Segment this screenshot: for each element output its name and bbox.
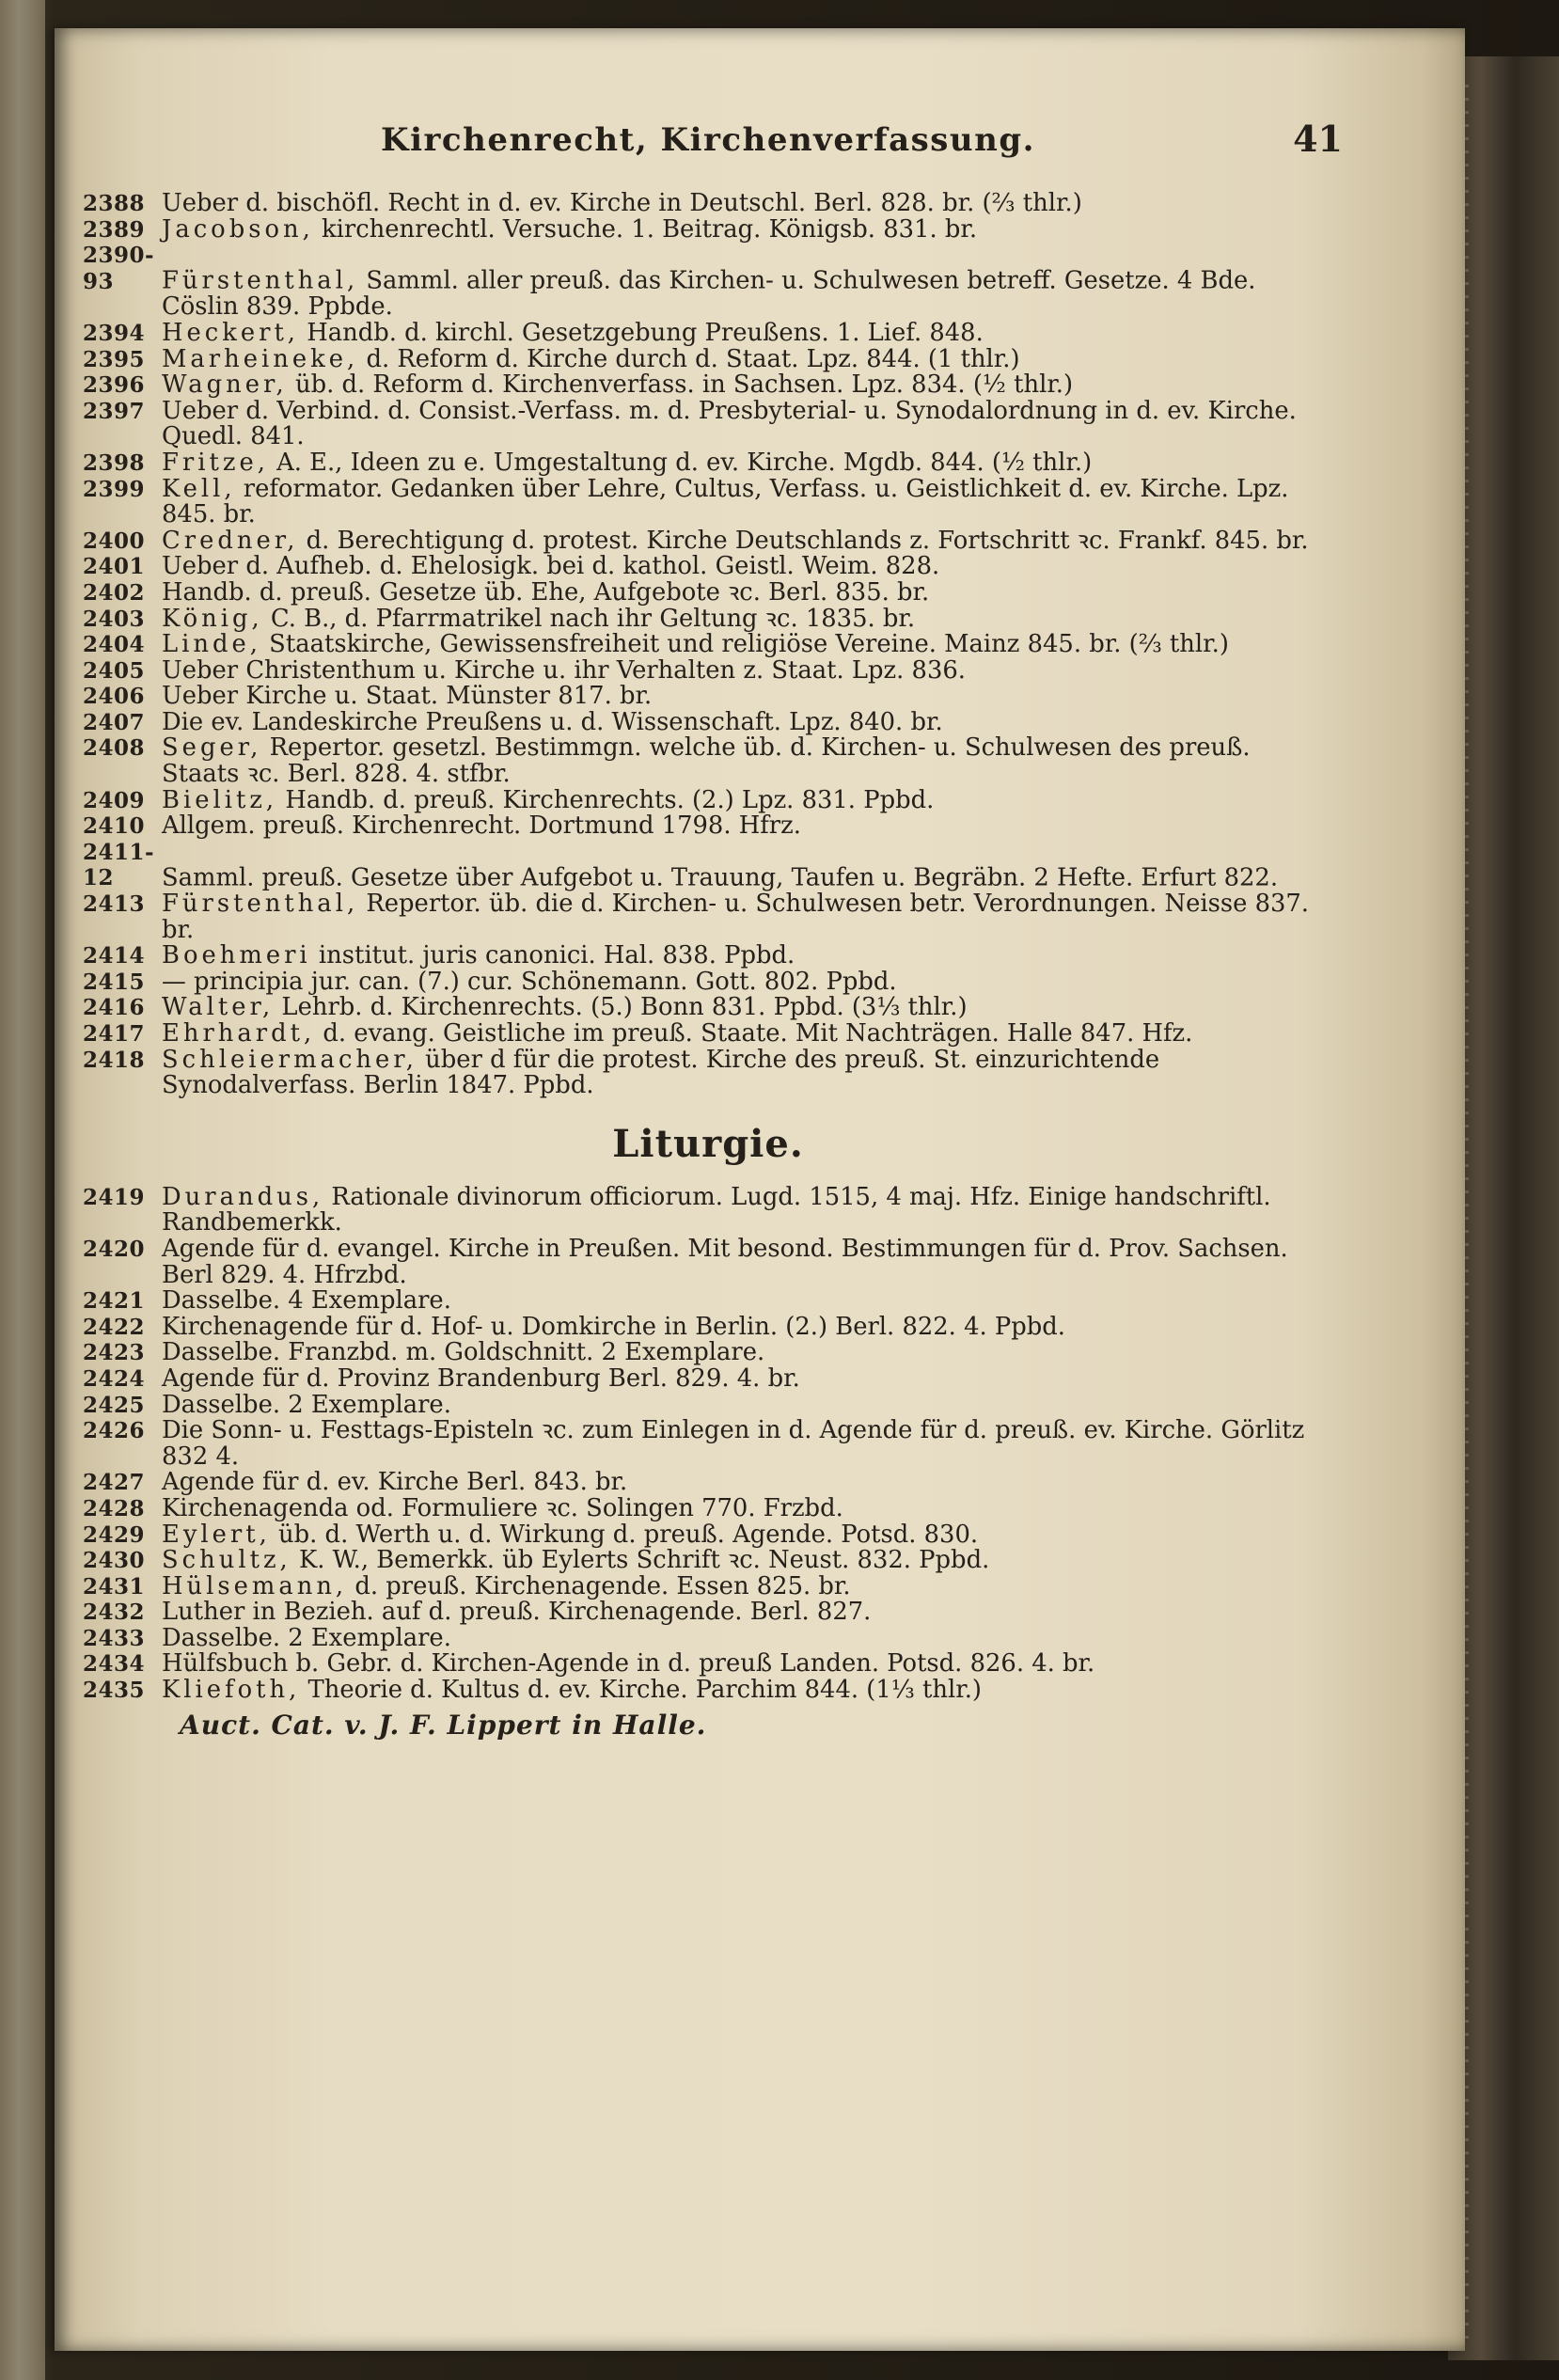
catalog-entry bbox=[83, 214, 1333, 244]
entry-text: Die Sonn- u. Festtags-Episteln ꝛc. zum Einlegen in d. Agende für d. preuß. ev. Kirche. Görlitz 832 4. bbox=[162, 1416, 1305, 1471]
catalog-entry bbox=[83, 1312, 1333, 1341]
entry-author: Kliefoth, bbox=[162, 1676, 301, 1705]
entry-number: 2408 bbox=[83, 735, 146, 762]
entry-number: 2400 bbox=[83, 528, 146, 554]
entry-number: 2433 bbox=[83, 1625, 146, 1651]
entry-text: Allgem. preuß. Kirchenrecht. Dortmund 1798. Hfrz. bbox=[162, 812, 801, 841]
catalogue-signature: Auct. Cat. v. J. F. Lippert in Halle. bbox=[180, 1709, 707, 1741]
entry-number: 2406 bbox=[83, 684, 146, 710]
entry-text: Theorie d. Kultus d. ev. Kirche. Parchim 844. (1⅓ thlr.) bbox=[300, 1676, 982, 1705]
catalog-entry bbox=[83, 655, 1333, 685]
entry-number: 2411-12 bbox=[83, 839, 155, 891]
entry-number: 2422 bbox=[83, 1314, 146, 1340]
entry-text: d. Berechtigung d. protest. Kirche Deutschlands z. Fortschritt ꝛc. Frankf. 845. br. bbox=[298, 526, 1309, 555]
entry-number: 2425 bbox=[83, 1392, 146, 1418]
entry-text: — principia jur. can. (7.) cur. Schönemann. Gott. 802. Ppbd. bbox=[162, 967, 897, 996]
entry-author: Schultz, bbox=[162, 1546, 291, 1575]
entry-text: Kirchenagenda od. Formuliere ꝛc. Solingen 770. Frzbd. bbox=[162, 1493, 843, 1522]
catalog-entry bbox=[83, 995, 1333, 1021]
previous-page-edge bbox=[0, 0, 45, 2380]
catalog-entry bbox=[83, 1623, 1333, 1652]
entry-author: Marheineke, bbox=[162, 344, 359, 373]
entry-number: 2435 bbox=[83, 1678, 146, 1704]
entry-author: Fürstenthal, bbox=[162, 266, 359, 295]
catalog-entry bbox=[83, 1470, 1333, 1496]
entry-number: 2407 bbox=[83, 709, 146, 735]
entry-number: 2410 bbox=[83, 813, 146, 840]
entry-author: Credner, bbox=[162, 526, 299, 555]
entry-text: Handb. d. preuß. Kirchenrechts. (2.) Lpz. 831. Ppbd. bbox=[277, 785, 935, 814]
entry-number: 2418 bbox=[83, 1047, 146, 1073]
page-text bbox=[83, 118, 1343, 1741]
catalog-entry bbox=[83, 1363, 1333, 1393]
entry-text: Dasselbe. 4 Exemplare. bbox=[162, 1286, 451, 1316]
entry-text: d. preuß. Kirchenagende. Essen 825. br. bbox=[347, 1571, 851, 1600]
entry-number: 2395 bbox=[83, 346, 146, 372]
catalog-entry bbox=[83, 1678, 1333, 1704]
catalog-entry bbox=[83, 943, 1333, 969]
catalog-entries-liturgie bbox=[83, 1182, 1333, 1705]
entry-text: Samml. aller preuß. das Kirchen- u. Schulwesen betreff. Gesetze. 4 Bde. Cöslin 839. Ppbde. bbox=[162, 266, 1256, 322]
catalog-entry bbox=[83, 735, 1333, 787]
entry-number: 2426 bbox=[83, 1418, 146, 1444]
entry-number: 2389 bbox=[83, 216, 146, 243]
catalog-entry bbox=[83, 1021, 1333, 1048]
catalog-entry bbox=[83, 707, 1333, 736]
catalog-entry bbox=[83, 318, 1333, 347]
catalog-entry bbox=[83, 1493, 1333, 1522]
entry-number: 2399 bbox=[83, 476, 146, 502]
entry-number: 2405 bbox=[83, 657, 146, 684]
entry-number: 2419 bbox=[83, 1184, 146, 1210]
entry-text: Lehrb. d. Kirchenrechts. (5.) Bonn 831. Ppbd. (3⅓ thlr.) bbox=[274, 993, 968, 1022]
entry-number: 2424 bbox=[83, 1365, 146, 1392]
entry-text: üb. d. Werth u. d. Wirkung d. preuß. Agende. Potsd. 830. bbox=[270, 1520, 979, 1549]
entry-text: Kirchenagende für d. Hof- u. Domkirche in Berlin. (2.) Berl. 822. 4. Ppbd. bbox=[162, 1312, 1065, 1341]
entry-text: Repertor. gesetzl. Bestimmgn. welche üb. d. Kirchen- u. Schulwesen des preuß. Staats ꝛc. Berl. 828. 4. stfbr. bbox=[162, 733, 1251, 789]
entry-number: 2427 bbox=[83, 1470, 146, 1496]
catalog-entry bbox=[83, 840, 1333, 891]
entry-text: Ueber Christenthum u. Kirche u. ihr Verhalten z. Staat. Lpz. 836. bbox=[162, 655, 966, 685]
catalog-entry bbox=[83, 1182, 1333, 1237]
catalog-entry bbox=[83, 1390, 1333, 1419]
entry-number: 2402 bbox=[83, 579, 146, 606]
entry-number: 2434 bbox=[83, 1651, 146, 1678]
entry-author: Linde, bbox=[162, 630, 261, 659]
entry-text: üb. d. Reform d. Kirchenverfass. in Sachsen. Lpz. 834. (½ thlr.) bbox=[287, 370, 1074, 400]
catalog-entry bbox=[83, 632, 1333, 658]
entry-text: Handb. d. kirchl. Gesetzgebung Preußens. 1. Lief. 848. bbox=[299, 318, 984, 347]
entry-number: 2390-93 bbox=[83, 243, 155, 294]
entry-text: Agende für d. ev. Kirche Berl. 843. br. bbox=[162, 1468, 628, 1497]
catalog-entry bbox=[83, 1340, 1333, 1366]
section-heading: Liturgie. bbox=[612, 1121, 804, 1166]
entry-text: Dasselbe. 2 Exemplare. bbox=[162, 1390, 451, 1419]
entry-text: C. B., d. Pfarrmatrikel nach ihr Geltung ꝛc. 1835. br. bbox=[262, 604, 916, 633]
entry-number: 2429 bbox=[83, 1521, 146, 1548]
catalog-entry bbox=[83, 1522, 1333, 1549]
entry-text: Dasselbe. Franzbd. m. Goldschnitt. 2 Exemplare. bbox=[162, 1338, 765, 1367]
entry-author: Walter, bbox=[162, 993, 275, 1022]
entry-text: Ueber d. Verbind. d. Consist.-Verfass. m. d. Presbyterial- u. Synodalordnung in d. ev. Kirche. Quedl. 841. bbox=[162, 396, 1297, 451]
entry-text: Dasselbe. 2 Exemplare. bbox=[162, 1623, 451, 1652]
entry-author: Schleiermacher, bbox=[162, 1045, 417, 1074]
catalog-entry bbox=[83, 1418, 1333, 1470]
entry-author: Heckert, bbox=[162, 318, 300, 347]
entry-author: Jacobson, bbox=[162, 214, 314, 244]
entry-number: 2413 bbox=[83, 891, 146, 918]
entry-author: Eylert, bbox=[162, 1520, 271, 1549]
catalog-entry bbox=[83, 344, 1333, 373]
entry-author: Kell, bbox=[162, 474, 236, 503]
catalog-entry bbox=[83, 474, 1333, 529]
entry-author: Fürstenthal, bbox=[162, 890, 359, 919]
entry-number: 2409 bbox=[83, 787, 146, 813]
catalog-entry bbox=[83, 1600, 1333, 1626]
catalog-entry bbox=[83, 1234, 1333, 1289]
entry-number: 2415 bbox=[83, 969, 146, 995]
entry-author: Ehrhardt, bbox=[162, 1019, 316, 1048]
entry-text: reformator. Gedanken über Lehre, Cultus, Verfass. u. Geistlichkeit d. ev. Kirche. Lpz. 845. br. bbox=[162, 474, 1289, 529]
catalog-entry bbox=[83, 450, 1333, 477]
entry-text: Luther in Bezieh. auf d. preuß. Kirchenagende. Berl. 827. bbox=[162, 1598, 872, 1627]
entry-text: Ueber d. Aufheb. d. Ehelosigk. bei d. kathol. Geistl. Weim. 828. bbox=[162, 552, 940, 581]
entry-text: Staatskirche, Gewissensfreiheit und religiöse Vereine. Mainz 845. br. (⅔ thlr.) bbox=[260, 630, 1229, 659]
entry-number: 2423 bbox=[83, 1340, 146, 1366]
entry-text: Samml. preuß. Gesetze über Aufgebot u. Trauung, Taufen u. Begräbn. 2 Hefte. Erfurt 822. bbox=[162, 863, 1279, 892]
catalog-entry bbox=[83, 891, 1333, 943]
catalog-entries-kirchenrecht bbox=[83, 191, 1333, 1099]
catalog-entry bbox=[83, 604, 1333, 633]
entry-author: Seger, bbox=[162, 733, 262, 763]
entry-number: 2428 bbox=[83, 1495, 146, 1521]
entry-text: institut. juris canonici. Hal. 838. Ppbd. bbox=[310, 941, 795, 970]
entry-number: 2432 bbox=[83, 1600, 146, 1626]
catalog-entry bbox=[83, 396, 1333, 451]
entry-text: Ueber Kirche u. Staat. Münster 817. br. bbox=[162, 682, 653, 711]
catalog-entry bbox=[83, 1571, 1333, 1600]
entry-text: K. W., Bemerkk. üb Eylerts Schrift ꝛc. Neust. 832. Ppbd. bbox=[291, 1546, 990, 1575]
catalog-entry bbox=[83, 191, 1333, 217]
entry-author: Wagner, bbox=[162, 370, 288, 400]
entry-text: A. E., Ideen zu e. Umgestaltung d. ev. Kirche. Mgdb. 844. (½ thlr.) bbox=[268, 448, 1093, 477]
catalog-entry bbox=[83, 684, 1333, 710]
entry-number: 2401 bbox=[83, 554, 146, 580]
entry-author: König, bbox=[162, 604, 263, 633]
entry-author: Hülsemann, bbox=[162, 1571, 348, 1600]
entry-number: 2396 bbox=[83, 372, 146, 399]
entry-number: 2421 bbox=[83, 1288, 146, 1315]
entry-text: Agende für d. evangel. Kirche in Preußen. Mit besond. Bestimmungen für d. Prov. Sachsen. Berl 829. 4. Hfrzbd. bbox=[162, 1234, 1288, 1289]
entry-author: Fritze, bbox=[162, 448, 269, 477]
entry-text: Rationale divinorum officiorum. Lugd. 1515, 4 maj. Hfz. Einige handschriftl. Randbemerkk. bbox=[162, 1182, 1271, 1237]
entry-text: d. evang. Geistliche im preuß. Staate. Mit Nachträgen. Halle 847. Hfz. bbox=[315, 1019, 1193, 1048]
entry-number: 2397 bbox=[83, 398, 146, 424]
entry-number: 2414 bbox=[83, 943, 146, 969]
entry-author: Durandus, bbox=[162, 1182, 324, 1211]
catalog-entry bbox=[83, 528, 1333, 555]
catalog-entry bbox=[83, 813, 1333, 840]
entry-number: 2430 bbox=[83, 1548, 146, 1574]
catalog-entry bbox=[83, 372, 1333, 399]
running-head bbox=[83, 118, 1343, 174]
entry-text: d. Reform d. Kirche durch d. Staat. Lpz. 844. (1 thlr.) bbox=[358, 344, 1020, 373]
entry-number: 2420 bbox=[83, 1236, 146, 1262]
entry-text: kirchenrechtl. Versuche. 1. Beitrag. Königsb. 831. br. bbox=[313, 214, 978, 244]
catalog-entry bbox=[83, 577, 1333, 607]
entry-number: 2398 bbox=[83, 449, 146, 476]
catalog-entry bbox=[83, 554, 1333, 580]
entry-text: Hülfsbuch b. Gebr. d. Kirchen-Agende in d. preuß Landen. Potsd. 826. 4. br. bbox=[162, 1649, 1095, 1679]
entry-author: Boehmeri bbox=[162, 941, 311, 970]
entry-text: Handb. d. preuß. Gesetze üb. Ehe, Aufgebote ꝛc. Berl. 835. br. bbox=[162, 577, 930, 607]
entry-author: Bielitz, bbox=[162, 785, 278, 814]
catalog-entry bbox=[83, 243, 1333, 321]
entry-number: 2417 bbox=[83, 1021, 146, 1047]
running-head-title: Kirchenrecht, Kirchenverfassung. bbox=[381, 121, 1035, 159]
entry-number: 2394 bbox=[83, 320, 146, 346]
catalog-entry bbox=[83, 1045, 1333, 1100]
catalog-entry bbox=[83, 1548, 1333, 1574]
entry-number: 2416 bbox=[83, 995, 146, 1021]
catalog-entry bbox=[83, 1288, 1333, 1315]
catalog-entry bbox=[83, 969, 1333, 996]
page-number: 41 bbox=[1293, 118, 1343, 160]
entry-number: 2388 bbox=[83, 191, 146, 216]
entry-number: 2431 bbox=[83, 1573, 146, 1600]
entry-text: Ueber d. bischöfl. Recht in d. ev. Kirche in Deutschl. Berl. 828. br. (⅔ thlr.) bbox=[162, 189, 1082, 217]
entry-number: 2404 bbox=[83, 632, 146, 658]
entry-text: Repertor. üb. die d. Kirchen- u. Schulwesen betr. Verordnungen. Neisse 837. br. bbox=[162, 890, 1310, 944]
entry-text: über d für die protest. Kirche des preuß. St. einzurichtende Synodalverfass. Berlin 1847. Ppbd. bbox=[162, 1045, 1160, 1100]
entry-text: Agende für d. Provinz Brandenburg Berl. 829. 4. br. bbox=[162, 1363, 800, 1393]
catalog-entry bbox=[83, 785, 1333, 814]
catalog-entry bbox=[83, 1651, 1333, 1678]
entry-number: 2403 bbox=[83, 606, 146, 632]
entry-text: Die ev. Landeskirche Preußens u. d. Wissenschaft. Lpz. 840. br. bbox=[162, 707, 943, 736]
